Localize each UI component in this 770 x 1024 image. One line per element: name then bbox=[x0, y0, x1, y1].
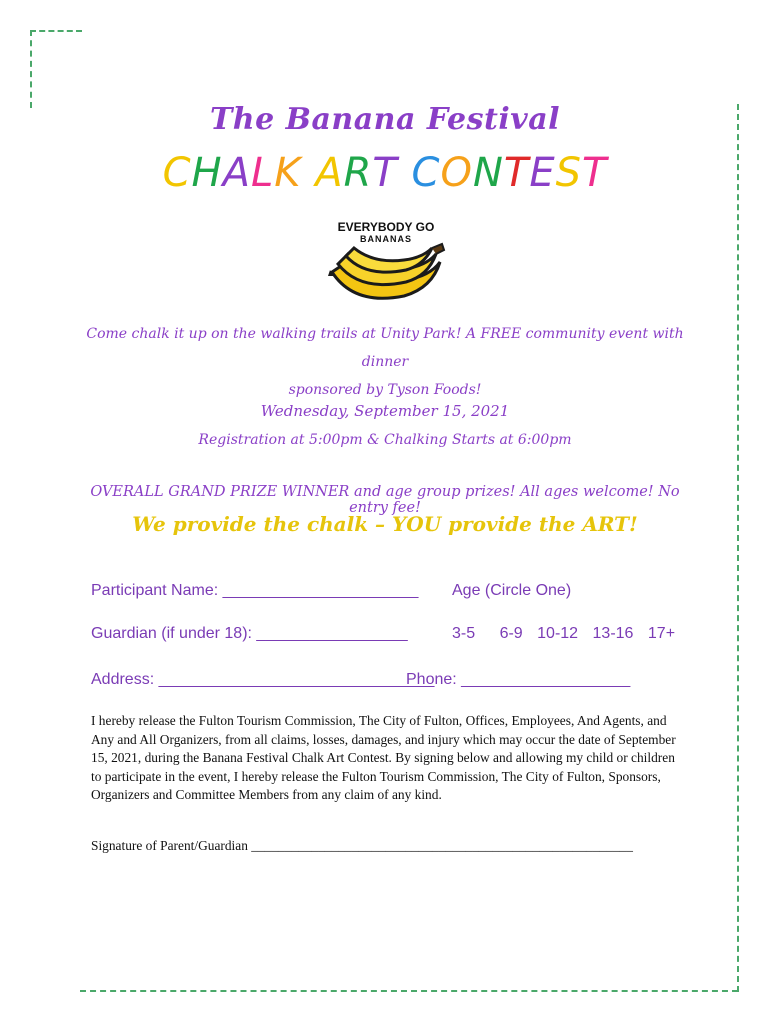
guardian-field[interactable]: Guardian (if under 18): _________________ bbox=[91, 625, 408, 642]
age-options bbox=[452, 625, 675, 643]
signature-line[interactable]: Signature of Parent/Guardian _________________________________________________________ bbox=[91, 838, 633, 853]
frame-bottom bbox=[80, 990, 738, 992]
event-time: Registration at 5:00pm & Chalking Starts at 6:00pm bbox=[198, 432, 572, 448]
contest-title bbox=[0, 150, 770, 196]
contest-title-letter: H bbox=[191, 150, 223, 196]
contest-title-letter bbox=[398, 150, 412, 196]
logo-line2: BANANAS bbox=[360, 234, 412, 244]
contest-title-letter: S bbox=[555, 150, 582, 196]
contest-title-letter: T bbox=[503, 150, 530, 196]
contest-title-letter: O bbox=[440, 150, 473, 196]
contest-title-letter: R bbox=[343, 150, 373, 196]
age-label: Age (Circle One) bbox=[452, 582, 572, 599]
age-option[interactable]: 10-12 bbox=[537, 625, 579, 642]
participant-name-field[interactable]: Participant Name: ______________________ bbox=[91, 582, 419, 599]
age-option[interactable]: 6-9 bbox=[499, 625, 523, 642]
festival-title: The Banana Festival bbox=[209, 102, 561, 137]
address-field[interactable]: Address: _______________________________ bbox=[91, 671, 435, 688]
intro-line1: Come chalk it up on the walking trails at Unity Park! A FREE community event with dinner bbox=[86, 326, 684, 370]
banana-icon bbox=[324, 214, 448, 316]
tagline: We provide the chalk – YOU provide the ART! bbox=[132, 512, 638, 536]
frame-right bbox=[737, 104, 739, 992]
age-option[interactable]: 3-5 bbox=[452, 625, 476, 642]
age-option[interactable]: 17+ bbox=[647, 625, 676, 642]
contest-title-letter: C bbox=[162, 150, 192, 196]
bananas-logo bbox=[324, 214, 448, 316]
contest-title-letter: A bbox=[222, 150, 251, 196]
release-paragraph: I hereby release the Fulton Tourism Commission, The City of Fulton, Offices, Employees, And Agents, and Any and All Organizers, from all claims, losses, damages, and injury which may occur the date of September 15, 2021, during the Banana Festival Chalk Art Contest. By signing below and allowing my child or children to participate in the event, I hereby release the Fulton Tourism Commission, The City of Fulton, Sponsors, Organizers and Committee Members from any claim of any kind. bbox=[91, 713, 676, 802]
age-option[interactable]: 13-16 bbox=[592, 625, 634, 642]
phone-field[interactable]: Phone: ___________________ bbox=[406, 671, 631, 688]
contest-title-letter: N bbox=[472, 150, 504, 196]
contest-title-letter: L bbox=[250, 150, 275, 196]
contest-title-letter: T bbox=[581, 150, 608, 196]
frame-top-left bbox=[30, 30, 82, 32]
contest-title-letter: C bbox=[411, 150, 441, 196]
contest-title-letter bbox=[301, 150, 315, 196]
event-intro bbox=[80, 320, 690, 404]
contest-title-letter: A bbox=[315, 150, 344, 196]
logo-line1: EVERYBODY GO bbox=[337, 220, 435, 234]
frame-left bbox=[30, 30, 32, 108]
event-date: Wednesday, September 15, 2021 bbox=[260, 402, 510, 420]
contest-title-letter: E bbox=[529, 150, 556, 196]
intro-line2: sponsored by Tyson Foods! bbox=[288, 382, 482, 398]
contest-title-letter: K bbox=[274, 150, 302, 196]
contest-title-letter: T bbox=[372, 150, 398, 196]
prize-text: OVERALL GRAND PRIZE WINNER and age group prizes! All ages welcome! No entry fee! bbox=[90, 484, 680, 516]
